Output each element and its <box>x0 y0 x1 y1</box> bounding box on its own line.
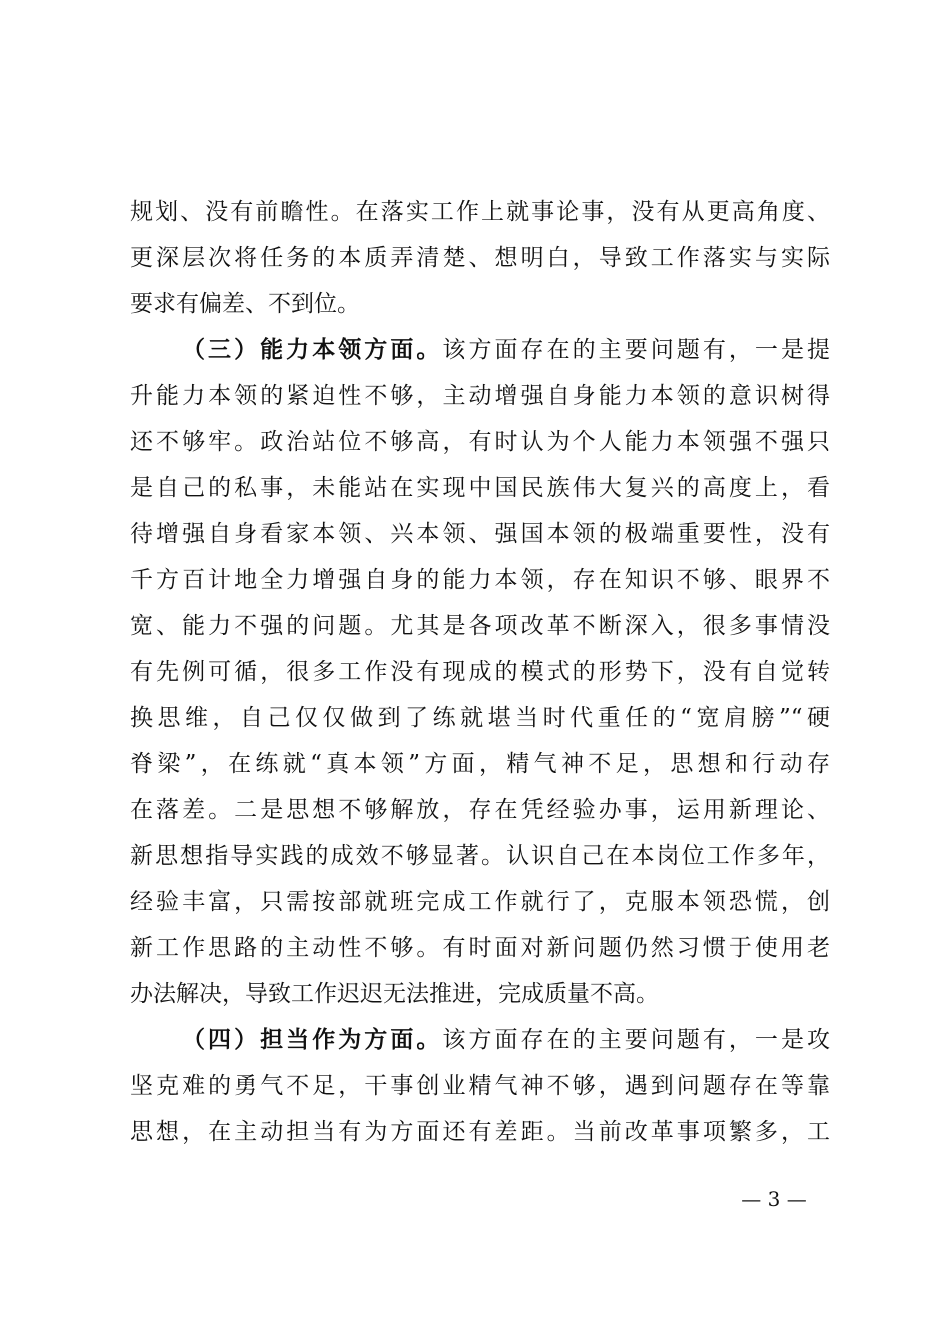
body-text-line: 规划、没有前瞻性。在落实工作上就事论事，没有从更高角度、 <box>130 199 830 225</box>
section-heading-continuation: 该方面存在的主要问题有，一是提 <box>442 337 831 363</box>
section-heading: （四）担当作为方面。 <box>182 1026 443 1053</box>
body-text-line: 还不够牢。政治站位不够高，有时认为个人能力本领强不强只 <box>130 429 830 455</box>
body-text-line: 要求有偏差、不到位。 <box>130 291 360 317</box>
section-heading: （三）能力本领方面。 <box>182 336 443 363</box>
section-heading-continuation: 该方面存在的主要问题有，一是攻 <box>442 1027 831 1053</box>
body-text-line: 是自己的私事，未能站在实现中国民族伟大复兴的高度上，看 <box>130 475 830 501</box>
body-text-line: 更深层次将任务的本质弄清楚、想明白，导致工作落实与实际 <box>130 245 830 271</box>
body-text-line: 坚克难的勇气不足，干事创业精气神不够，遇到问题存在等靠 <box>130 1073 830 1099</box>
section-heading-line <box>182 327 830 373</box>
body-text-line: 思想，在主动担当有为方面还有差距。当前改革事项繁多，工 <box>130 1119 830 1145</box>
body-text-line: 待增强自身看家本领、兴本领、强国本领的极端重要性，没有 <box>130 521 830 547</box>
page-number: — 3 — <box>741 1187 807 1211</box>
body-text-line: 升能力本领的紧迫性不够，主动增强自身能力本领的意识树得 <box>130 383 830 409</box>
body-text-line: 新思想指导实践的成效不够显著。认识自己在本岗位工作多年， <box>130 843 830 869</box>
body-text-line: 经验丰富，只需按部就班完成工作就行了，克服本领恐慌，创 <box>130 889 830 915</box>
body-text-line: 千方百计地全力增强自身的能力本领，存在知识不够、眼界不 <box>130 567 830 593</box>
body-text-line: 在落差。二是思想不够解放，存在凭经验办事，运用新理论、 <box>130 797 830 823</box>
body-text-line: 办法解决，导致工作迟迟无法推进，完成质量不高。 <box>130 981 659 1007</box>
body-text-line: 新工作思路的主动性不够。有时面对新问题仍然习惯于使用老 <box>130 935 830 961</box>
body-text-line: 有先例可循，很多工作没有现成的模式的形势下，没有自觉转 <box>130 659 830 685</box>
body-text-line: 宽、能力不强的问题。尤其是各项改革不断深入，很多事情没 <box>130 613 830 639</box>
body-text-line: 脊梁”，在练就“真本领”方面，精气神不足，思想和行动存 <box>130 751 830 777</box>
section-heading-line <box>182 1017 830 1063</box>
body-text-line: 换思维，自己仅仅做到了练就堪当时代重任的“宽肩膀”“硬 <box>130 705 830 731</box>
